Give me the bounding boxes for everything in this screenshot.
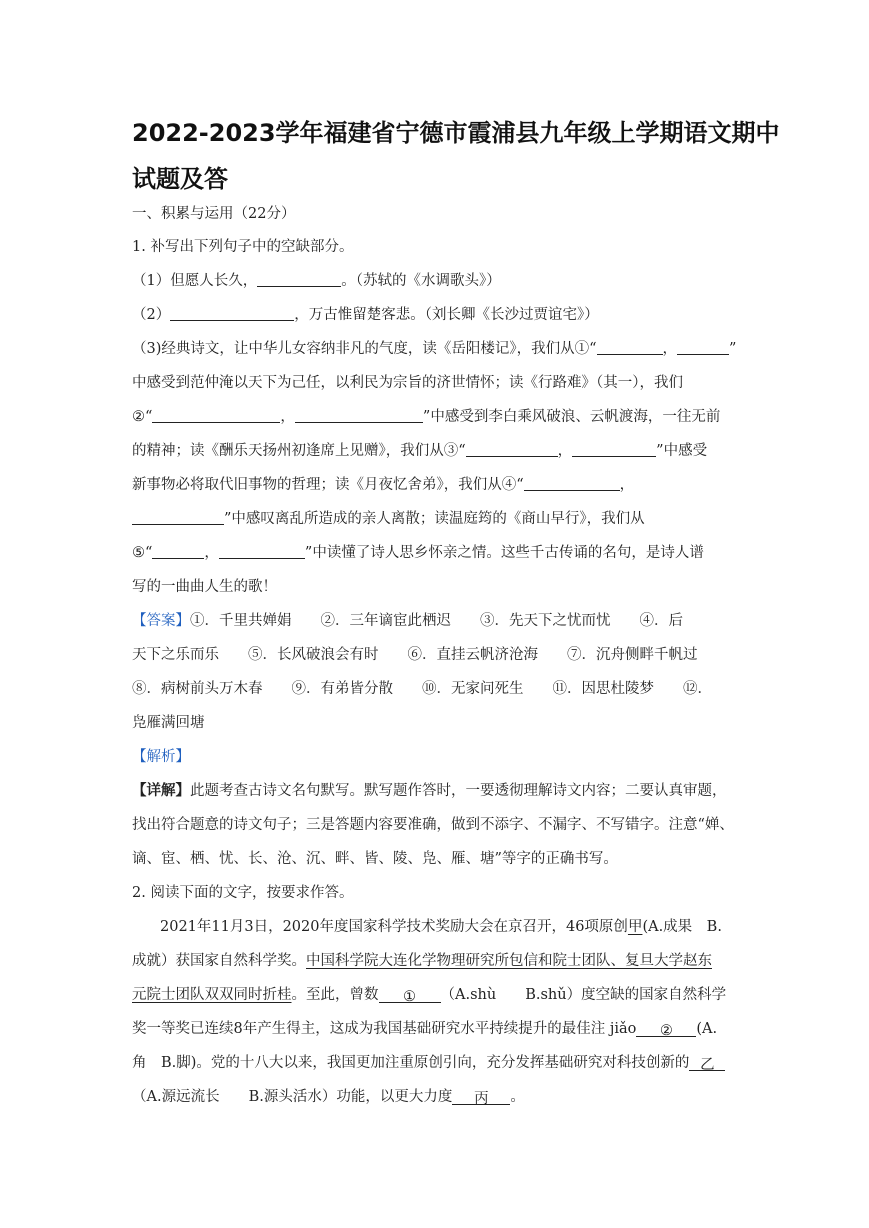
- answer-line-3: ⑧．病树前头万木春 ⑨．有弟皆分散 ⑩．无家问死生 ⑪．因思杜陵梦 ⑫．: [132, 681, 712, 697]
- q1-item-3-line-3: ②“ ， ”中感受到李白乘风破浪、云帆渡海，一往无前: [132, 409, 721, 425]
- underlined-sentence: 元院士团队双双同时折桂: [132, 987, 292, 1003]
- answer-line-4: 凫雁满回塘: [132, 715, 205, 731]
- detail-tag: 【详解】: [132, 782, 190, 799]
- question-2-stem: 2. 阅读下面的文字，按要求作答。: [132, 885, 354, 901]
- q2-line-6: （A.源远流长 B.源头活水）功能，以更大力度 丙 。: [132, 1089, 525, 1107]
- q1-item-1: （1）但愿人长久， 。（苏轼的《水调歌头》）: [132, 273, 501, 289]
- fill-blank: [219, 543, 305, 559]
- q1-item-3-line-6: ”中感叹离乱所造成的亲人离散；读温庭筠的《商山早行》，我们从: [132, 509, 742, 529]
- fill-blank-3: 乙: [689, 1055, 725, 1071]
- fill-blank: [677, 339, 729, 355]
- answer-tag: 【答案】: [132, 613, 190, 629]
- q1-item-3-line-4: 的精神；读《酬乐天扬州初逢席上见赠》，我们从③“ ， ”中感受: [132, 443, 708, 459]
- q1-item-3-line-2: 中感受到范仲淹以天下为己任，以利民为宗旨的济世情怀；读《行路难》（其一），我们: [132, 375, 683, 391]
- q1-item-3-line-7: ⑤“ ， ”中读懂了诗人思乡怀亲之情。这些千古传诵的名句，是诗人谱: [132, 545, 704, 561]
- fill-blank: [466, 441, 558, 457]
- fill-blank: [295, 407, 423, 423]
- dotted-char: 数: [364, 987, 379, 1003]
- fill-blank-2: ②: [636, 1021, 696, 1037]
- fill-blank: [152, 543, 204, 559]
- q2-line-3: 元院士团队双双同时折桂。至此，曾数 ① （A.shù B.shǔ）度空缺的国家自然科学: [132, 987, 727, 1005]
- detail-line-3: 谪、宦、栖、忧、长、沧、沉、畔、皆、陵、凫、雁、塘”等字的正确书写。: [132, 851, 618, 867]
- detail-line-2: 找出符合题意的诗文句子；三是答题内容要准确，做到不添字、不漏字、不写错字。注意“婵、: [132, 817, 734, 833]
- section-heading: 一、积累与运用（22分）: [132, 206, 296, 222]
- doc-title-line-1: 2022-2023学年福建省宁德市霞浦县九年级上学期语文期中: [132, 119, 780, 147]
- q2-line-5: 角 B.脚)。党的十八大以来，我国更加注重原创引向，充分发挥基础研究对科技创新的 乙: [132, 1053, 742, 1073]
- fill-blank: [170, 305, 294, 321]
- doc-title-line-2: 试题及答: [132, 165, 228, 193]
- fill-blank: [132, 509, 224, 525]
- q1-item-3-line-5: 新事物必将取代旧事物的哲理；读《月夜忆舍弟》，我们从④“ ，: [132, 477, 635, 493]
- underlined-sentence: 中国科学院大连化学物理研究所包信和院士团队、复旦大学赵东: [306, 953, 712, 969]
- q2-line-1: 2021年11月3日，2020年度国家科学技术奖励大会在京召开，46项原创甲(A.成果 B.: [160, 919, 722, 935]
- answer-line-2: 天下之乐而乐 ⑤．长风破浪会有时 ⑥．直挂云帆济沧海 ⑦．沉舟侧畔千帆过: [132, 647, 698, 663]
- fill-blank-4: 丙: [452, 1089, 510, 1105]
- fill-blank: [257, 271, 341, 287]
- fill-blank: [597, 339, 663, 355]
- underlined-char: 甲: [627, 919, 643, 935]
- answer-line-1: 【答案】①．千里共婵娟 ②．三年谪宦此栖迟 ③．先天下之忧而忧 ④．后: [132, 613, 683, 629]
- question-1-stem: 1. 补写出下列句子中的空缺部分。: [132, 239, 354, 255]
- detail-line-1: 【详解】此题考查古诗文名句默写。默写题作答时，一要透彻理解诗文内容；二要认真审题，: [132, 782, 727, 799]
- fill-blank: [524, 475, 620, 491]
- q2-line-2: 成就）获国家自然科学奖。中国科学院大连化学物理研究所包信和院士团队、复旦大学赵东: [132, 953, 712, 969]
- fill-blank: [572, 441, 656, 457]
- q1-item-3-line-8: 写的一曲曲人生的歌！: [132, 579, 277, 595]
- fill-blank: [152, 407, 280, 423]
- q1-item-3-line-1: （3)经典诗文，让中华儿女容纳非凡的气度，读《岳阳楼记》，我们从①“ ， ”: [132, 341, 737, 357]
- fill-blank-1: ①: [379, 987, 441, 1003]
- q2-line-4: 奖一等奖已连续8年产生得主，这成为我国基础研究水平持续提升的最佳注 jiǎo ② (A.: [132, 1021, 718, 1039]
- analysis-tag: 【解析】: [132, 749, 190, 765]
- q1-item-2: （2） ，万古惟留楚客悲。（刘长卿《长沙过贾谊宅》）: [132, 307, 599, 323]
